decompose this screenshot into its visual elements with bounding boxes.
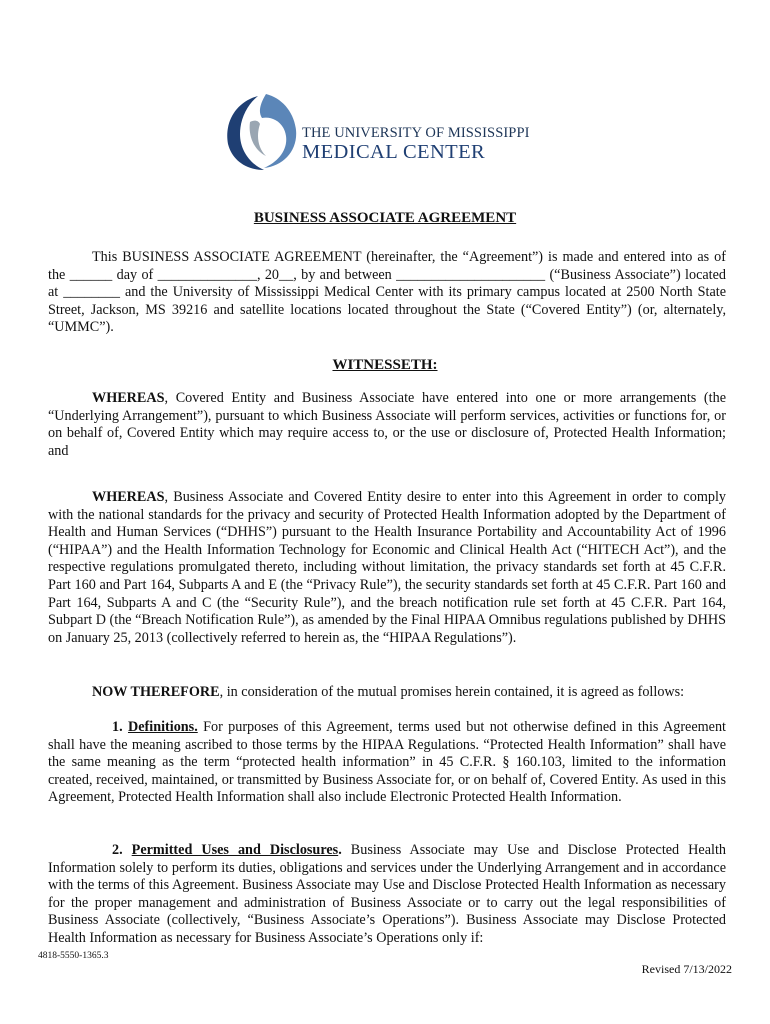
now-therefore-paragraph: [48, 684, 726, 702]
whereas-text: , Business Associate and Covered Entity desire to enter into this Agreement in order to comply with the national standards for the privacy and security of Protected Health Information adopted by the Department of Health and Human Services (“DHHS”) pursuant to the Health Insurance Portability and Accountability Act of 1996 (“HIPAA”) and the Health Information Technology for Economic and Clinical Health Act (“HITECH Act”), and the respective regulations promulgated thereto, including without limitation, the privacy standards set forth at 45 C.F.R. Part 160 and Part 164, Subparts A and E (the “Privacy Rule”), the security standards set forth at 45 C.F.R. Part 160 and Part 164, Subparts A and C (the “Security Rule”), and the breach notification rule set forth at 45 C.F.R. Part 164, Subpart D (the “Breach Notification Rule”), as amended by the Final HIPAA Omnibus regulations published by DHHS on January 25, 2013 (collectively referred to herein as, the “HIPAA Regulations”).: [48, 489, 726, 646]
now-therefore-text: , in consideration of the mutual promises herein contained, it is agreed as follows:: [219, 684, 685, 700]
whereas-text: , Covered Entity and Business Associate have entered into one or more arrangements (the “Underlying Arrangement”), pursuant to which Business Associate will perform services, activities or functions for, or on behalf of, Covered Entity which may require access to, or the use or disclosure of, Protected Health Information; and: [48, 390, 726, 459]
whereas-paragraph-2: [48, 489, 726, 647]
ummc-logo: [220, 92, 550, 174]
section-heading: Permitted Uses and Disclosures: [131, 842, 339, 858]
witnesseth-heading: WITNESSETH:: [332, 357, 438, 373]
logo-university-text: THE UNIVERSITY OF MISSISSIPPI: [302, 125, 530, 141]
section-heading-period: .: [338, 842, 342, 858]
logo-medical-center-text: MEDICAL CENTER: [302, 141, 486, 163]
ummc-emblem-icon: [220, 92, 302, 174]
section-permitted-uses: [48, 842, 726, 948]
section-number: 2.: [112, 842, 123, 858]
section-definitions: [48, 719, 726, 807]
revision-date: Revised 7/13/2022: [641, 962, 732, 976]
whereas-lead: WHEREAS: [92, 390, 165, 406]
section-heading: Definitions.: [127, 719, 198, 735]
whereas-lead: WHEREAS: [92, 489, 165, 505]
document-id: 4818-5550-1365.3: [38, 951, 109, 961]
now-therefore-lead: NOW THEREFORE: [92, 684, 220, 700]
document-title: BUSINESS ASSOCIATE AGREEMENT: [253, 210, 517, 226]
section-text: Business Associate may Use and Disclose Protected Health Information solely to perform its duties, obligations and services under the Underlying Arrangement and in accordance with the terms of this Agreement. Business Associate may Use and Disclose Protected Health Information as necessary for the proper management and administration of Business Associate or to carry out the legal responsibilities of Business Associate (collectively, “Business Associate’s Operations”). Business Associate may Disclose Protected Health Information as necessary for Business Associate’s Operations only if:: [48, 842, 726, 946]
section-text: For purposes of this Agreement, terms used but not otherwise defined in this Agreement shall have the meaning ascribed to those terms by the HIPAA Regulations. “Protected Health Information” shall have the same meaning as the term “protected health information” in 45 C.F.R. § 160.103, limited to the information created, received, maintained, or transmitted by Business Associate for, or on behalf of, Covered Entity. As used in this Agreement, Protected Health Information shall also include Electronic Protected Health Information.: [48, 719, 727, 806]
intro-paragraph: This BUSINESS ASSOCIATE AGREEMENT (hereinafter, the “Agreement”) is made and entered into as of the ______ day of ______________, 20__, by and between _____________________ (“Business Associate”) located at ________ and the University of Mississippi Medical Center with its primary campus located at 2500 North State Street, Jackson, MS 39216 and satellite locations located throughout the State (“Covered Entity”) (or, alternately, “UMMC”).: [48, 249, 726, 336]
section-number: 1.: [112, 719, 123, 735]
whereas-paragraph-1: [48, 390, 726, 460]
